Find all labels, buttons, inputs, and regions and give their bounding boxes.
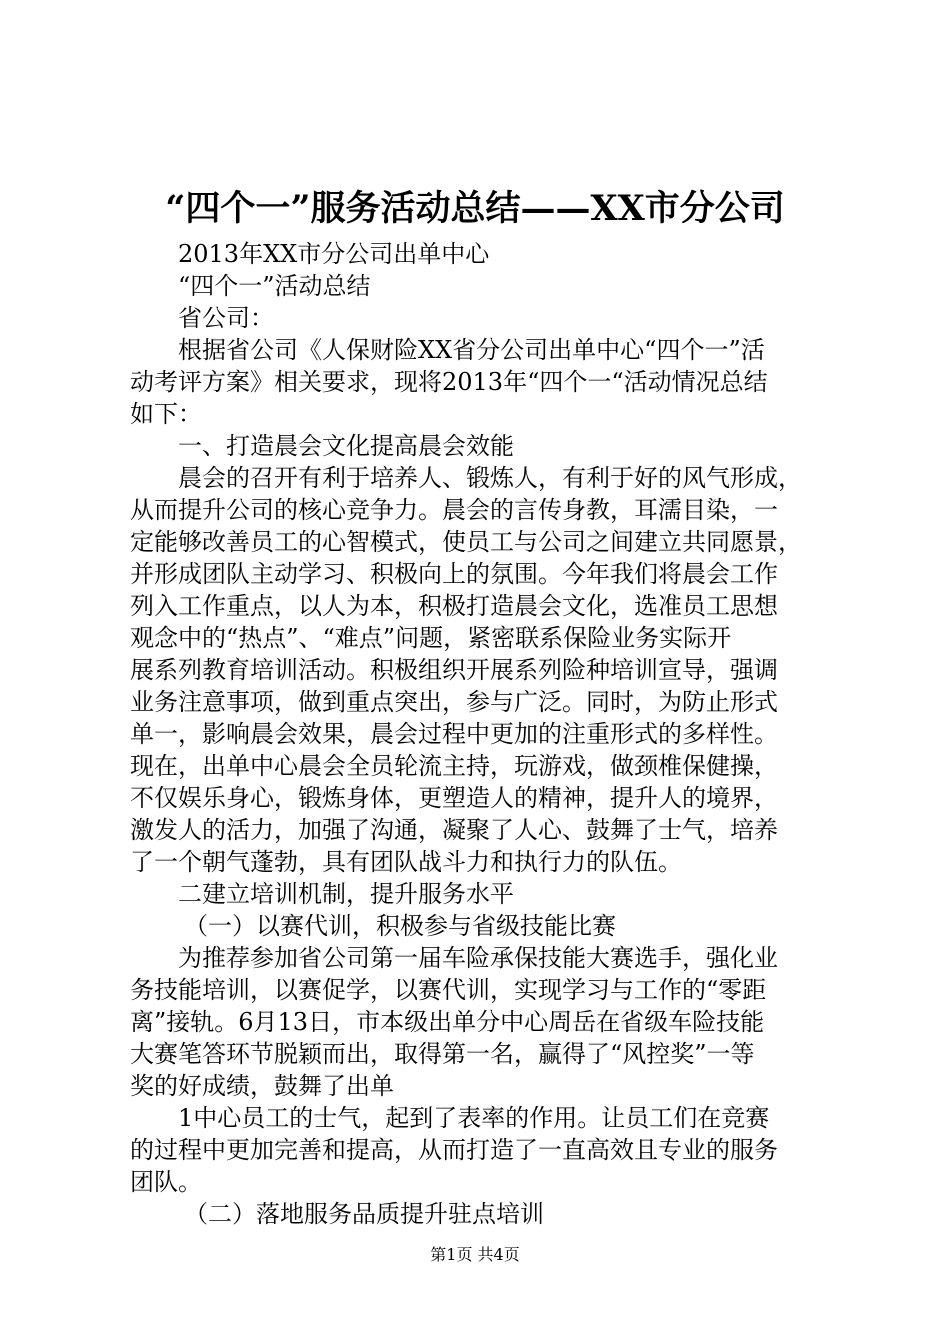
- subsection-heading: （二）落地服务品质提升驻点培训: [184, 1200, 544, 1228]
- page-footer: 第1页 共4页: [430, 1245, 520, 1264]
- text-line: 动考评方案》相关要求，现将2013年“四个一“活动情况总结: [130, 368, 768, 396]
- section-heading: 一、打造晨会文化提高晨会效能: [178, 432, 514, 460]
- subsection-heading: （一）以赛代训，积极参与省级技能比赛: [184, 912, 616, 940]
- text-line: 为推荐参加省公司第一届车险承保技能大赛选手，强化业: [178, 944, 778, 972]
- text-line: 从而提升公司的核心竞争力。晨会的言传身教，耳濡目染，一: [130, 496, 778, 524]
- section-heading: 二建立培训机制，提升服务水平: [178, 880, 514, 908]
- text-line: 2013年XX市分公司出单中心: [178, 240, 490, 268]
- text-line: 定能够改善员工的心智模式，使员工与公司之间建立共同愿景，: [130, 528, 802, 556]
- text-line: 务技能培训，以赛促学，以赛代训，实现学习与工作的“零距: [130, 976, 767, 1004]
- text-line: 省公司：: [178, 304, 274, 332]
- text-line: 的过程中更加完善和提高，从而打造了一直高效且专业的服务: [130, 1136, 778, 1164]
- text-line: 激发人的活力，加强了沟通，凝聚了人心、鼓舞了士气，培养: [130, 816, 778, 844]
- text-line: 并形成团队主动学习、积极向上的氛围。今年我们将晨会工作: [130, 560, 778, 588]
- text-line: 观念中的“热点”、“难点”问题，紧密联系保险业务实际开: [130, 624, 732, 652]
- text-line: 大赛笔答环节脱颖而出，取得第一名，赢得了“风控奖”一等: [130, 1040, 755, 1068]
- text-line: 单一，影响晨会效果，晨会过程中更加的注重形式的多样性。: [130, 720, 778, 748]
- text-line: 展系列教育培训活动。积极组织开展系列险种培训宣导，强调: [130, 656, 778, 684]
- text-line: 离”接轨。6月13日，市本级出单分中心周岳在省级车险技能: [130, 1008, 765, 1036]
- text-line: 业务注意事项，做到重点突出，参与广泛。同时，为防止形式: [130, 688, 778, 716]
- text-line: 根据省公司《人保财险XX省分公司出单中心“四个一”活: [178, 336, 765, 364]
- text-line: 1中心员工的士气，起到了表率的作用。让员工们在竞赛: [178, 1104, 770, 1132]
- text-line: 如下：: [130, 400, 202, 428]
- document-title: “四个一”服务活动总结——XX市分公司: [165, 188, 785, 229]
- text-line: 现在，出单中心晨会全员轮流主持，玩游戏，做颈椎保健操，: [130, 752, 778, 780]
- text-line: 列入工作重点，以人为本，积极打造晨会文化，选准员工思想: [130, 592, 778, 620]
- text-line: 不仅娱乐身心，锻炼身体，更塑造人的精神，提升人的境界，: [130, 784, 778, 812]
- text-line: 团队。: [130, 1168, 202, 1196]
- text-line: 了一个朝气蓬勃，具有团队战斗力和执行力的队伍。: [130, 848, 682, 876]
- document-body: [130, 238, 830, 1230]
- text-line: 奖的好成绩，鼓舞了出单: [130, 1072, 394, 1100]
- text-line: “四个一”活动总结: [178, 272, 371, 300]
- text-line: 晨会的召开有利于培养人、锻炼人，有利于好的风气形成，: [178, 464, 802, 492]
